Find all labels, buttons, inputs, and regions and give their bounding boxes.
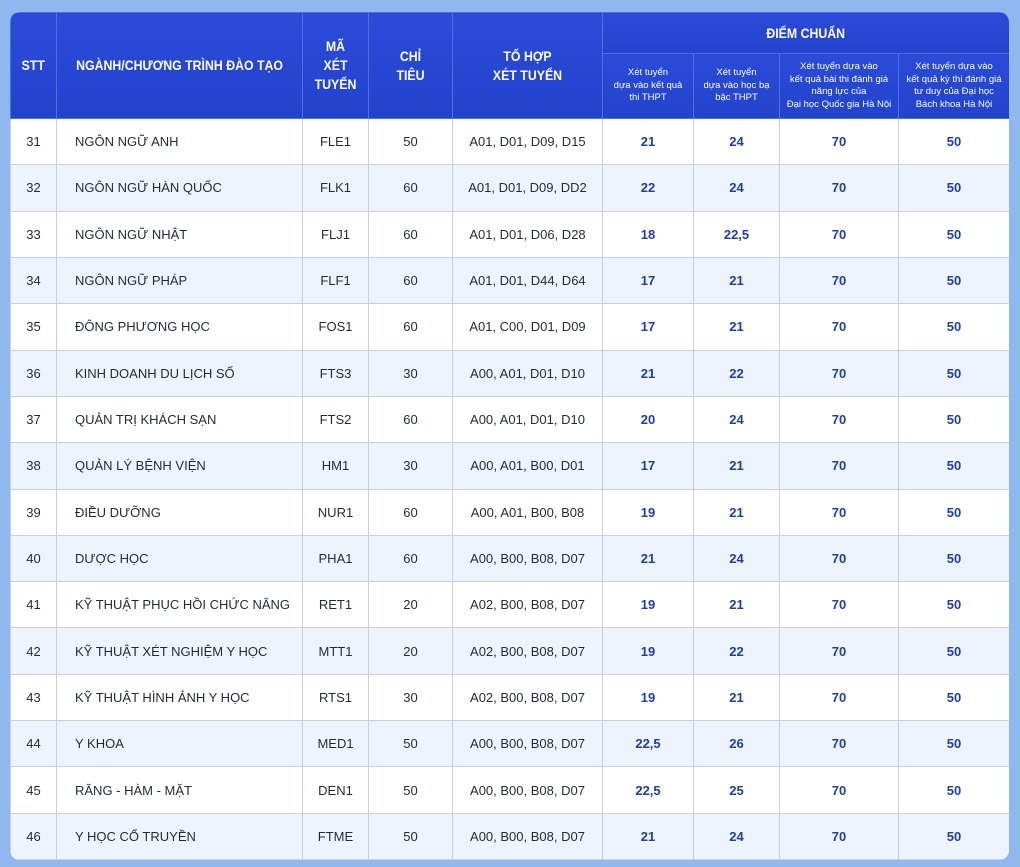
- cell-combination: A01, C00, D01, D09: [453, 304, 603, 350]
- cell-stt: 33: [11, 211, 57, 257]
- cell-score-thpt: 21: [603, 535, 694, 581]
- table-row: [11, 674, 1010, 720]
- cell-score-thpt: 19: [603, 582, 694, 628]
- cell-score-hocba: 21: [694, 489, 780, 535]
- cell-stt: 35: [11, 304, 57, 350]
- table-row: [11, 396, 1010, 442]
- cell-combination: A00, B00, B08, D07: [453, 813, 603, 859]
- cell-program: NGÔN NGỮ HÀN QUỐC: [57, 165, 303, 211]
- cell-score-thpt: 22: [603, 165, 694, 211]
- cell-stt: 40: [11, 535, 57, 581]
- table-row: [11, 257, 1010, 303]
- cell-score-dhqg: 70: [780, 674, 899, 720]
- cell-quota: 30: [369, 443, 453, 489]
- header-sub-hocba: Xét tuyển dựa vào học bạ bậc THPT: [694, 54, 780, 119]
- table-header: [11, 13, 1010, 119]
- cell-program: QUẢN LÝ BỆNH VIỆN: [57, 443, 303, 489]
- cell-score-hocba: 22: [694, 628, 780, 674]
- cell-combination: A00, A01, D01, D10: [453, 350, 603, 396]
- cell-code: NUR1: [303, 489, 369, 535]
- cell-quota: 60: [369, 257, 453, 303]
- cell-stt: 43: [11, 674, 57, 720]
- cell-quota: 20: [369, 628, 453, 674]
- cell-program: KINH DOANH DU LỊCH SỐ: [57, 350, 303, 396]
- cell-program: Y KHOA: [57, 721, 303, 767]
- table-row: [11, 350, 1010, 396]
- cell-program: NGÔN NGỮ ANH: [57, 119, 303, 165]
- header-cutoff-score: ĐIỂM CHUẨN: [603, 13, 1010, 54]
- cell-program: ĐIỀU DƯỠNG: [57, 489, 303, 535]
- cell-stt: 39: [11, 489, 57, 535]
- cell-stt: 45: [11, 767, 57, 813]
- header-sub-thpt: Xét tuyển dựa vào kết quả thi THPT: [603, 54, 694, 119]
- cell-score-dhqg: 70: [780, 767, 899, 813]
- cell-stt: 32: [11, 165, 57, 211]
- cell-score-dhqg: 70: [780, 443, 899, 489]
- cell-program: DƯỢC HỌC: [57, 535, 303, 581]
- header-sub-dhqg: Xét tuyển dựa vào kết quả bài thi đánh giá năng lực của Đại học Quốc gia Hà Nội: [780, 54, 899, 119]
- cell-score-dhqg: 70: [780, 813, 899, 859]
- cell-score-bk: 50: [899, 165, 1010, 211]
- cell-combination: A00, A01, B00, B08: [453, 489, 603, 535]
- cell-quota: 60: [369, 165, 453, 211]
- cell-stt: 41: [11, 582, 57, 628]
- cell-program: KỸ THUẬT HÌNH ẢNH Y HỌC: [57, 674, 303, 720]
- cell-code: MTT1: [303, 628, 369, 674]
- cell-combination: A01, D01, D09, DD2: [453, 165, 603, 211]
- cell-combination: A02, B00, B08, D07: [453, 628, 603, 674]
- header-combination: TỔ HỢP XÉT TUYỂN: [453, 13, 603, 119]
- cell-score-dhqg: 70: [780, 628, 899, 674]
- cell-score-bk: 50: [899, 489, 1010, 535]
- cell-code: FTS2: [303, 396, 369, 442]
- table-body: [11, 119, 1010, 860]
- cell-score-bk: 50: [899, 582, 1010, 628]
- cell-code: FOS1: [303, 304, 369, 350]
- cell-score-dhqg: 70: [780, 211, 899, 257]
- table-row: [11, 211, 1010, 257]
- table-row: [11, 535, 1010, 581]
- cell-score-hocba: 24: [694, 813, 780, 859]
- cell-code: FLE1: [303, 119, 369, 165]
- cell-score-dhqg: 70: [780, 304, 899, 350]
- cell-score-bk: 50: [899, 211, 1010, 257]
- table-row: [11, 721, 1010, 767]
- cell-quota: 60: [369, 535, 453, 581]
- header-sub-bk: Xét tuyển dựa vào kết quả kỳ thi đánh giá tư duy của Đại học Bách khoa Hà Nội: [899, 54, 1010, 119]
- cell-quota: 50: [369, 767, 453, 813]
- cell-code: RET1: [303, 582, 369, 628]
- cell-program: KỸ THUẬT PHỤC HỒI CHỨC NĂNG: [57, 582, 303, 628]
- cell-score-bk: 50: [899, 813, 1010, 859]
- cell-score-bk: 50: [899, 443, 1010, 489]
- cell-score-hocba: 24: [694, 165, 780, 211]
- table-row: [11, 582, 1010, 628]
- cell-quota: 30: [369, 674, 453, 720]
- cell-stt: 34: [11, 257, 57, 303]
- cell-code: FLK1: [303, 165, 369, 211]
- cell-score-bk: 50: [899, 767, 1010, 813]
- cell-score-hocba: 21: [694, 443, 780, 489]
- cell-score-bk: 50: [899, 674, 1010, 720]
- cell-score-hocba: 25: [694, 767, 780, 813]
- cell-quota: 50: [369, 119, 453, 165]
- cell-combination: A00, B00, B08, D07: [453, 721, 603, 767]
- cell-combination: A02, B00, B08, D07: [453, 674, 603, 720]
- cell-combination: A00, B00, B08, D07: [453, 767, 603, 813]
- cell-score-bk: 50: [899, 350, 1010, 396]
- cell-score-bk: 50: [899, 721, 1010, 767]
- cell-combination: A00, A01, B00, D01: [453, 443, 603, 489]
- cell-quota: 60: [369, 211, 453, 257]
- cell-score-bk: 50: [899, 119, 1010, 165]
- cell-combination: A00, B00, B08, D07: [453, 535, 603, 581]
- cell-quota: 60: [369, 304, 453, 350]
- cell-stt: 36: [11, 350, 57, 396]
- cell-code: RTS1: [303, 674, 369, 720]
- cell-score-hocba: 22: [694, 350, 780, 396]
- cell-quota: 60: [369, 396, 453, 442]
- cell-stt: 46: [11, 813, 57, 859]
- cell-score-thpt: 21: [603, 813, 694, 859]
- cell-score-thpt: 22,5: [603, 767, 694, 813]
- cell-quota: 50: [369, 721, 453, 767]
- cell-program: ĐÔNG PHƯƠNG HỌC: [57, 304, 303, 350]
- cell-stt: 44: [11, 721, 57, 767]
- cell-combination: A02, B00, B08, D07: [453, 582, 603, 628]
- cell-score-bk: 50: [899, 396, 1010, 442]
- table-row: [11, 119, 1010, 165]
- cell-combination: A01, D01, D09, D15: [453, 119, 603, 165]
- table-row: [11, 813, 1010, 859]
- table-row: [11, 443, 1010, 489]
- cell-combination: A01, D01, D06, D28: [453, 211, 603, 257]
- header-quota: CHỈ TIÊU: [369, 13, 453, 119]
- cell-score-thpt: 22,5: [603, 721, 694, 767]
- cell-score-hocba: 21: [694, 582, 780, 628]
- header-stt: STT: [11, 13, 57, 119]
- cell-program: Y HỌC CỔ TRUYỀN: [57, 813, 303, 859]
- cell-code: FTME: [303, 813, 369, 859]
- cell-score-thpt: 17: [603, 257, 694, 303]
- cell-score-hocba: 21: [694, 304, 780, 350]
- cell-score-hocba: 22,5: [694, 211, 780, 257]
- cell-score-dhqg: 70: [780, 257, 899, 303]
- cell-score-dhqg: 70: [780, 535, 899, 581]
- cell-score-bk: 50: [899, 304, 1010, 350]
- cell-stt: 38: [11, 443, 57, 489]
- cell-score-bk: 50: [899, 257, 1010, 303]
- table-row: [11, 304, 1010, 350]
- cell-quota: 20: [369, 582, 453, 628]
- cell-code: PHA1: [303, 535, 369, 581]
- cell-stt: 37: [11, 396, 57, 442]
- admission-score-table: [10, 12, 1009, 860]
- cell-program: KỸ THUẬT XÉT NGHIỆM Y HỌC: [57, 628, 303, 674]
- cell-score-dhqg: 70: [780, 582, 899, 628]
- cell-stt: 31: [11, 119, 57, 165]
- cell-score-hocba: 26: [694, 721, 780, 767]
- cell-quota: 60: [369, 489, 453, 535]
- table-row: [11, 165, 1010, 211]
- cell-score-thpt: 21: [603, 350, 694, 396]
- cell-quota: 50: [369, 813, 453, 859]
- cell-code: FTS3: [303, 350, 369, 396]
- table-row: [11, 767, 1010, 813]
- cell-score-thpt: 21: [603, 119, 694, 165]
- cell-program: QUẢN TRỊ KHÁCH SẠN: [57, 396, 303, 442]
- cell-score-dhqg: 70: [780, 489, 899, 535]
- cell-score-dhqg: 70: [780, 721, 899, 767]
- cell-score-dhqg: 70: [780, 350, 899, 396]
- cell-score-thpt: 17: [603, 304, 694, 350]
- cell-score-dhqg: 70: [780, 396, 899, 442]
- header-program: NGÀNH/CHƯƠNG TRÌNH ĐÀO TẠO: [57, 13, 303, 119]
- cell-score-thpt: 20: [603, 396, 694, 442]
- cell-score-thpt: 19: [603, 674, 694, 720]
- cell-score-hocba: 24: [694, 396, 780, 442]
- cell-combination: A00, A01, D01, D10: [453, 396, 603, 442]
- cell-score-dhqg: 70: [780, 119, 899, 165]
- cell-score-bk: 50: [899, 535, 1010, 581]
- cell-score-hocba: 24: [694, 535, 780, 581]
- cell-score-thpt: 17: [603, 443, 694, 489]
- cell-score-hocba: 21: [694, 257, 780, 303]
- cell-code: FLF1: [303, 257, 369, 303]
- cell-combination: A01, D01, D44, D64: [453, 257, 603, 303]
- cell-score-thpt: 19: [603, 628, 694, 674]
- cell-score-hocba: 24: [694, 119, 780, 165]
- cell-score-thpt: 19: [603, 489, 694, 535]
- table-row: [11, 489, 1010, 535]
- cell-program: RĂNG - HÀM - MẶT: [57, 767, 303, 813]
- cell-quota: 30: [369, 350, 453, 396]
- cell-score-bk: 50: [899, 628, 1010, 674]
- table-frame: [10, 12, 1009, 860]
- table-row: [11, 628, 1010, 674]
- cell-score-hocba: 21: [694, 674, 780, 720]
- cell-code: DEN1: [303, 767, 369, 813]
- cell-code: MED1: [303, 721, 369, 767]
- cell-code: HM1: [303, 443, 369, 489]
- cell-program: NGÔN NGỮ PHÁP: [57, 257, 303, 303]
- cell-stt: 42: [11, 628, 57, 674]
- cell-code: FLJ1: [303, 211, 369, 257]
- cell-score-thpt: 18: [603, 211, 694, 257]
- header-code: MÃ XÉT TUYỂN: [303, 13, 369, 119]
- cell-program: NGÔN NGỮ NHẬT: [57, 211, 303, 257]
- cell-score-dhqg: 70: [780, 165, 899, 211]
